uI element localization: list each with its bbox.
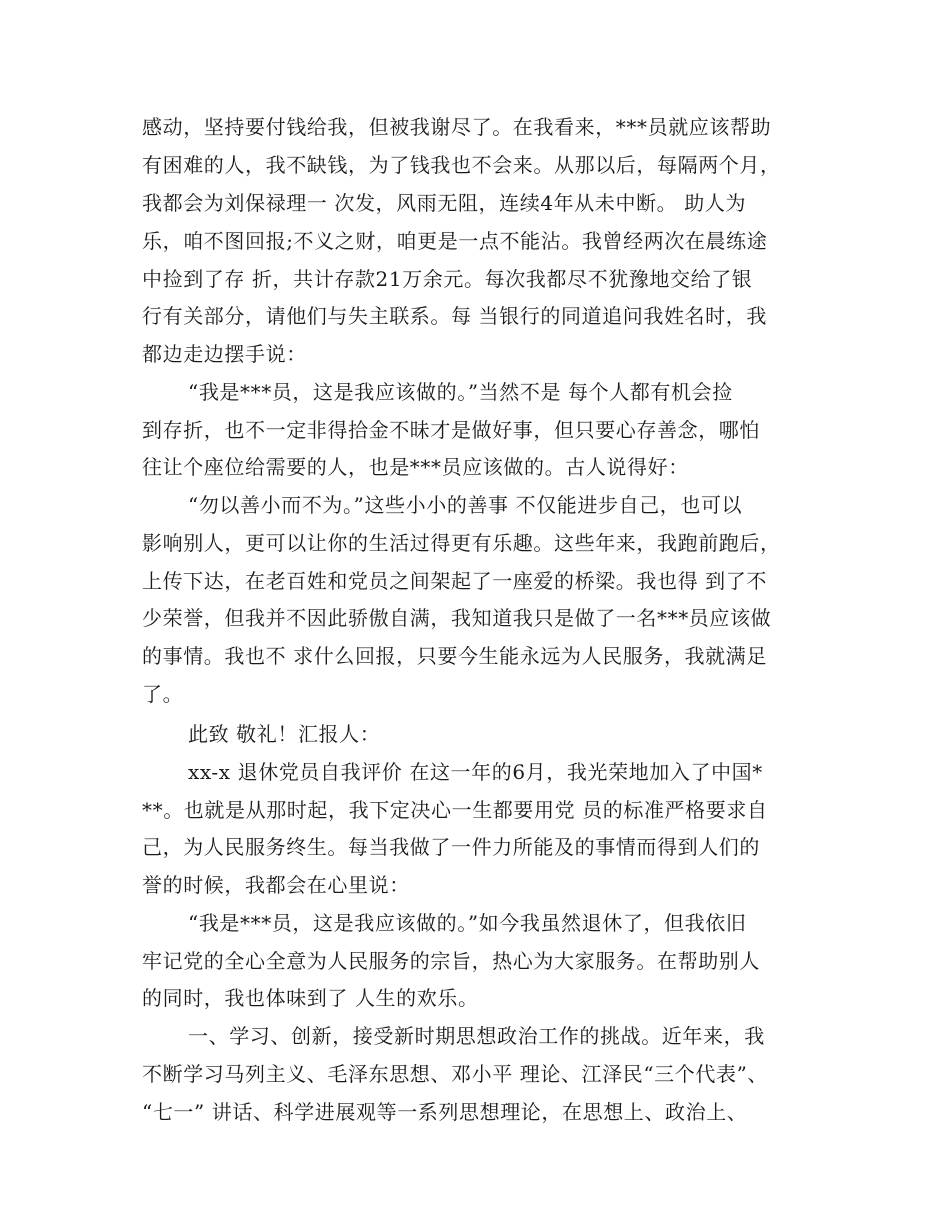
text-line: 少荣誉，但我并不因此骄傲自满，我知道我只是做了一名***员应该做 xyxy=(142,606,772,630)
text-line: 不断学习马列主义、毛泽东思想、邓小平 理论、江泽民“三个代表”、 xyxy=(142,1062,769,1086)
text-line: 有困难的人，我不缺钱，为了钱我也不会来。从那以后，每隔两个月， xyxy=(142,153,781,177)
text-line: 牢记党的全心全意为人民服务的宗旨，热心为大家服务。在帮助别人 xyxy=(142,949,760,973)
text-line: 都边走边摆手说： xyxy=(142,342,307,366)
text-line: “我是***员，这是我应该做的。”当然不是 每个人都有机会捡 xyxy=(188,380,733,404)
text-line: 的同时，我也体味到了 人生的欢乐。 xyxy=(142,986,479,1010)
text-line: 感动，坚持要付钱给我，但被我谢尽了。在我看来，***员就应该帮助 xyxy=(142,115,772,139)
text-line: “我是***员，这是我应该做的。”如今我虽然退休了，但我依旧 xyxy=(188,911,747,935)
text-line: 影响别人，更可以让你的生活过得更有乐趣。这些年来，我跑前跑后， xyxy=(142,531,781,555)
text-line: 中捡到了存 折，共计存款21万余元。每次我都尽不犹豫地交给了银 xyxy=(142,267,753,291)
text-line: 的事情。我也不 求什么回报，只要今生能永远为人民服务，我就满足 xyxy=(142,644,767,668)
text-line: 行有关部分，请他们与失主联系。每 当银行的同道追问我姓名时，我 xyxy=(142,304,767,328)
text-line: “七一” 讲话、科学进展观等一系列思想理论，在思想上、政治上、 xyxy=(142,1100,748,1124)
text-line: 到存折，也不一定非得拾金不昧才是做好事，但只要心存善念，哪怕 xyxy=(142,418,760,442)
text-line: 了。 xyxy=(142,682,184,706)
text-line: **。也就是从那时起，我下定决心一生都要用党 员的标准严格要求自 xyxy=(142,798,768,822)
text-line: 此致 敬礼！汇报人： xyxy=(188,722,381,746)
text-line: 我都会为刘保禄理一 次发，风雨无阻，连续4年从未中断。 助人为 xyxy=(142,191,747,215)
text-line: 往让个座位给需要的人，也是***员应该做的。古人说得好： xyxy=(142,455,689,479)
text-line: 上传下达，在老百姓和党员之间架起了一座爱的桥梁。我也得 到了不 xyxy=(142,569,767,593)
text-line: 乐，咱不图回报;不义之财，咱更是一点不能沾。我曾经两次在晨练途 xyxy=(142,229,768,253)
text-line: “勿以善小而不为。”这些小小的善事 不仅能进步自己，也可以 xyxy=(188,493,743,517)
text-line: 己，为人民服务终生。每当我做了一件力所能及的事情而得到人们的 xyxy=(142,835,760,859)
text-line: xx-x 退休党员自我评价 在这一年的6月，我光荣地加入了中国* xyxy=(188,760,763,784)
text-line: 誉的时候，我都会在心里说： xyxy=(142,873,410,897)
text-line: 一、学习、创新，接受新时期思想政治工作的挑战。近年来，我 xyxy=(188,1024,765,1048)
